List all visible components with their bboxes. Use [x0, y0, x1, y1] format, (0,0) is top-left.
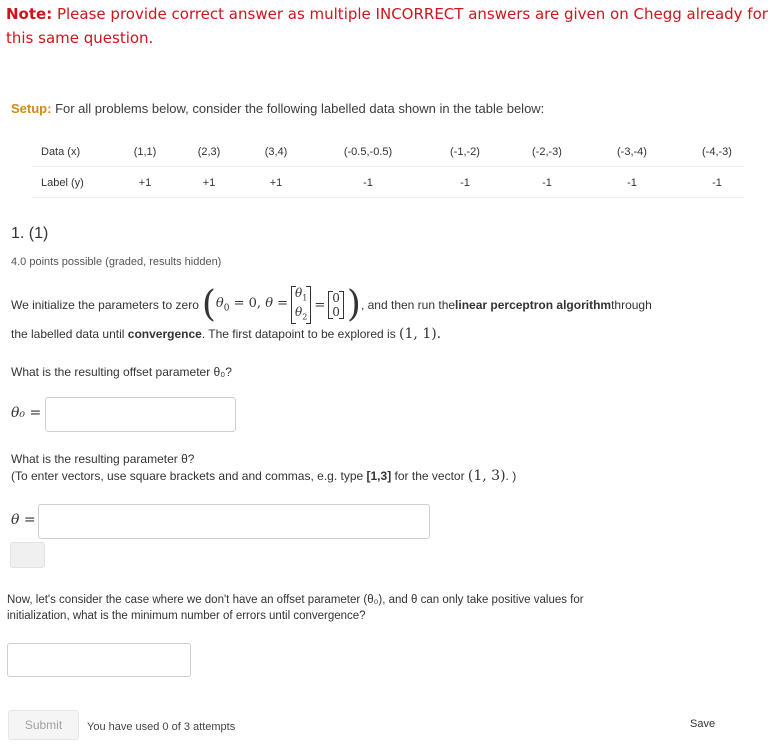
table-cell-data: (-1,-2) [450, 146, 480, 158]
convergence-sentence [11, 326, 441, 342]
table-cell-label: -1 [363, 177, 373, 189]
hint-mid: for the vector [391, 469, 468, 483]
table-cell-data: (-2,-3) [532, 146, 562, 158]
convergence-prefix: the labelled data until [11, 327, 128, 341]
theta-label: θ = [11, 512, 36, 528]
hint-vector: (1, 3) [467, 468, 506, 484]
question-min-errors-line2: initialization, what is the minimum number of errors until convergence? [7, 610, 366, 622]
question-min-errors-line1: Now, let's consider the case where we don't have an offset parameter (θ₀), and θ can only take positive values for [7, 594, 584, 606]
table-cell-label: -1 [627, 177, 637, 189]
hint-suffix: . ) [505, 469, 517, 483]
first-point: (1, 1). [399, 326, 442, 342]
question-offset: What is the resulting offset parameter θ₀? [11, 365, 232, 379]
question-title: 1. (1) [11, 225, 49, 242]
theta0-label: θ₀ = [11, 405, 42, 421]
table-cell-label: -1 [542, 177, 552, 189]
table-cell-label: +1 [269, 177, 283, 189]
setup-description: For all problems below, consider the following labelled data shown in the table below: [51, 101, 545, 116]
note-label: Note: [6, 5, 53, 23]
theta-input[interactable] [38, 504, 430, 539]
init-text-mid: , and then run the [360, 298, 456, 312]
hint-example: [1,3] [366, 469, 392, 483]
data-table [0, 0, 782, 200]
question-theta: What is the resulting parameter θ? [11, 452, 195, 466]
vector-hint [11, 468, 516, 484]
table-cell-label: -1 [712, 177, 722, 189]
table-divider [32, 166, 744, 167]
submit-label: Submit [24, 718, 63, 732]
attempts-text: You have used 0 of 3 attempts [87, 721, 236, 733]
init-sentence [11, 282, 652, 328]
hint-prefix: (To enter vectors, use square brackets and and commas, e.g. type [11, 469, 367, 483]
init-math-expr: $\theta_0 = 0$, θ = [215, 296, 289, 314]
note-text: Please provide correct answer as multiple INCORRECT answers are given on Chegg already for this same question. [6, 5, 768, 47]
table-divider [32, 197, 744, 198]
math-paren-left: ( [201, 284, 216, 325]
row-label-label: Label (y) [41, 177, 84, 189]
theta-vector-zero: 0 0 [328, 291, 344, 319]
math-paren-right: ) [346, 284, 361, 325]
theta-vector-symbolic: $\theta_1$ $\theta_2$ [291, 286, 311, 325]
setup-label: Setup: [11, 101, 52, 116]
table-cell-data: (-4,-3) [702, 146, 732, 158]
table-cell-label: -1 [460, 177, 470, 189]
save-button[interactable]: Save [690, 718, 716, 730]
points-info: 4.0 points possible (graded, results hidden) [11, 256, 222, 268]
table-cell-data: (-0.5,-0.5) [343, 146, 393, 158]
table-cell-label: +1 [138, 177, 152, 189]
init-text-prefix: We initialize the parameters to zero [11, 298, 199, 312]
theta0-input[interactable] [45, 397, 236, 432]
init-text-suffix: through [611, 298, 652, 312]
table-cell-data: (3,4) [264, 146, 288, 158]
convergence-suffix: . The first datapoint to be explored is [201, 327, 400, 341]
table-cell-data: (-3,-4) [617, 146, 647, 158]
table-cell-data: (1,1) [133, 146, 157, 158]
perceptron-bold: linear perceptron algorithm [455, 298, 612, 312]
convergence-bold: convergence [127, 327, 202, 341]
table-cell-data: (2,3) [197, 146, 221, 158]
check-button[interactable] [10, 542, 45, 568]
table-cell-label: +1 [202, 177, 216, 189]
min-errors-input[interactable] [7, 643, 191, 677]
equals-sign: = [314, 297, 326, 313]
row-label-data: Data (x) [41, 146, 81, 158]
submit-button[interactable] [8, 710, 79, 740]
